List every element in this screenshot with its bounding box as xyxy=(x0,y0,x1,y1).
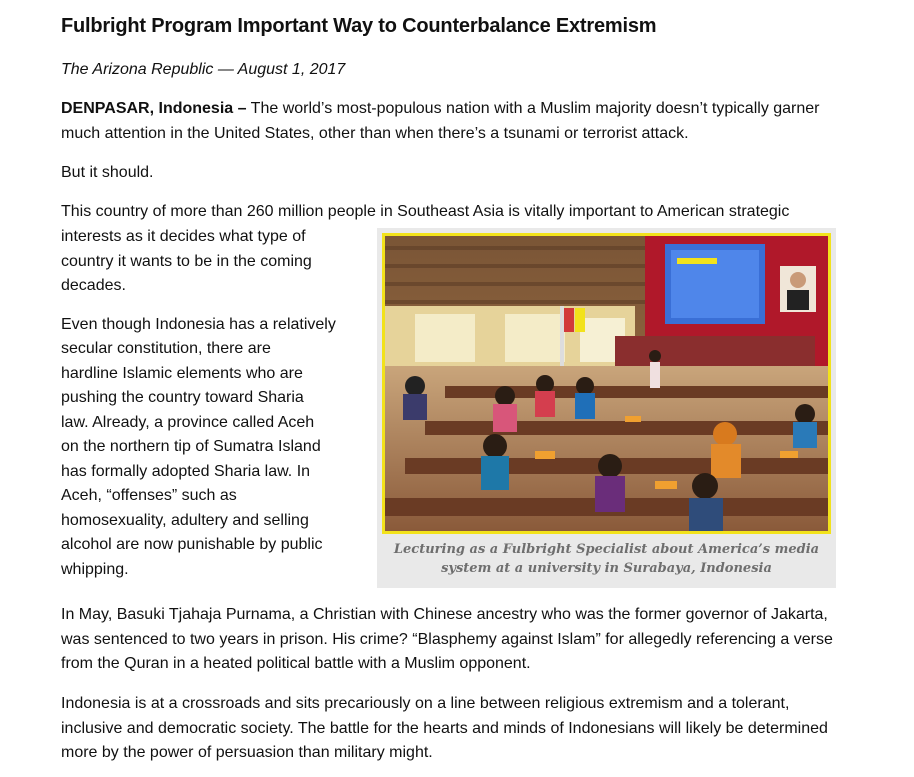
text-line: country it wants to be in the coming xyxy=(61,252,312,270)
text-line: Even though Indonesia has a relatively xyxy=(61,315,336,333)
paragraph-strategic-cont xyxy=(61,225,361,299)
paragraph-strategic-line1: This country of more than 260 million people in Southeast Asia is vitally important to American strategic xyxy=(61,203,790,220)
text-line: decades. xyxy=(61,277,126,294)
text-line: has formally adopted Sharia law. In xyxy=(61,462,311,480)
text-line: law. Already, a province called Aceh xyxy=(61,413,315,431)
lecture-hall-illustration xyxy=(385,236,828,531)
article-title: Fulbright Program Important Way to Counterbalance Extremism xyxy=(61,15,657,37)
text-line: secular constitution, there are xyxy=(61,340,271,357)
figure xyxy=(377,228,836,588)
text-line: interests as it decides what type of xyxy=(61,228,306,245)
dateline: DENPASAR, Indonesia – xyxy=(61,100,247,117)
lecture-hall-photo xyxy=(382,233,831,534)
caption-line: Lecturing as a Fulbright Specialist about America’s media xyxy=(393,542,820,557)
paragraph-sharia xyxy=(61,313,361,583)
caption-line: system at a university in Surabaya, Indonesia xyxy=(441,561,772,576)
text-line: alcohol are now punishable by public xyxy=(61,536,323,553)
paragraph-blasphemy: In May, Basuki Tjahaja Purnama, a Christian with Chinese ancestry who was the former governor of Jakarta, was sentenced to two years in prison. His crime? “Blasphemy against Islam” for allegedly referencing a verse from the Quran in a heated political battle with a Muslim opponent. xyxy=(61,606,833,672)
text-line: whipping. xyxy=(61,560,129,578)
text-line: on the northern tip of Sumatra Island xyxy=(61,438,321,455)
paragraph-intro-text: The world’s most-populous nation with a Muslim majority doesn’t typically garner much attention in the United States, other than when there’s a tsunami or terrorist attack. xyxy=(61,100,820,142)
text-line: homosexuality, adultery and selling xyxy=(61,511,309,529)
text-line: hardline Islamic elements who are xyxy=(61,364,303,382)
paragraph-intro xyxy=(61,97,861,146)
paragraph-crossroads: Indonesia is at a crossroads and sits precariously on a line between religious extremism and a tolerant, inclusive and democratic society. The battle for the hearts and minds of Indonesians will likely be determined more by the power of persuasion than military might. xyxy=(61,695,828,761)
figure-caption xyxy=(377,540,836,578)
article-byline: The Arizona Republic — August 1, 2017 xyxy=(61,61,346,78)
wrapped-text-column xyxy=(61,225,361,582)
text-line: Aceh, “offenses” such as xyxy=(61,487,237,504)
text-line: pushing the country toward Sharia xyxy=(61,389,304,406)
paragraph-but-it-should: But it should. xyxy=(61,164,154,181)
